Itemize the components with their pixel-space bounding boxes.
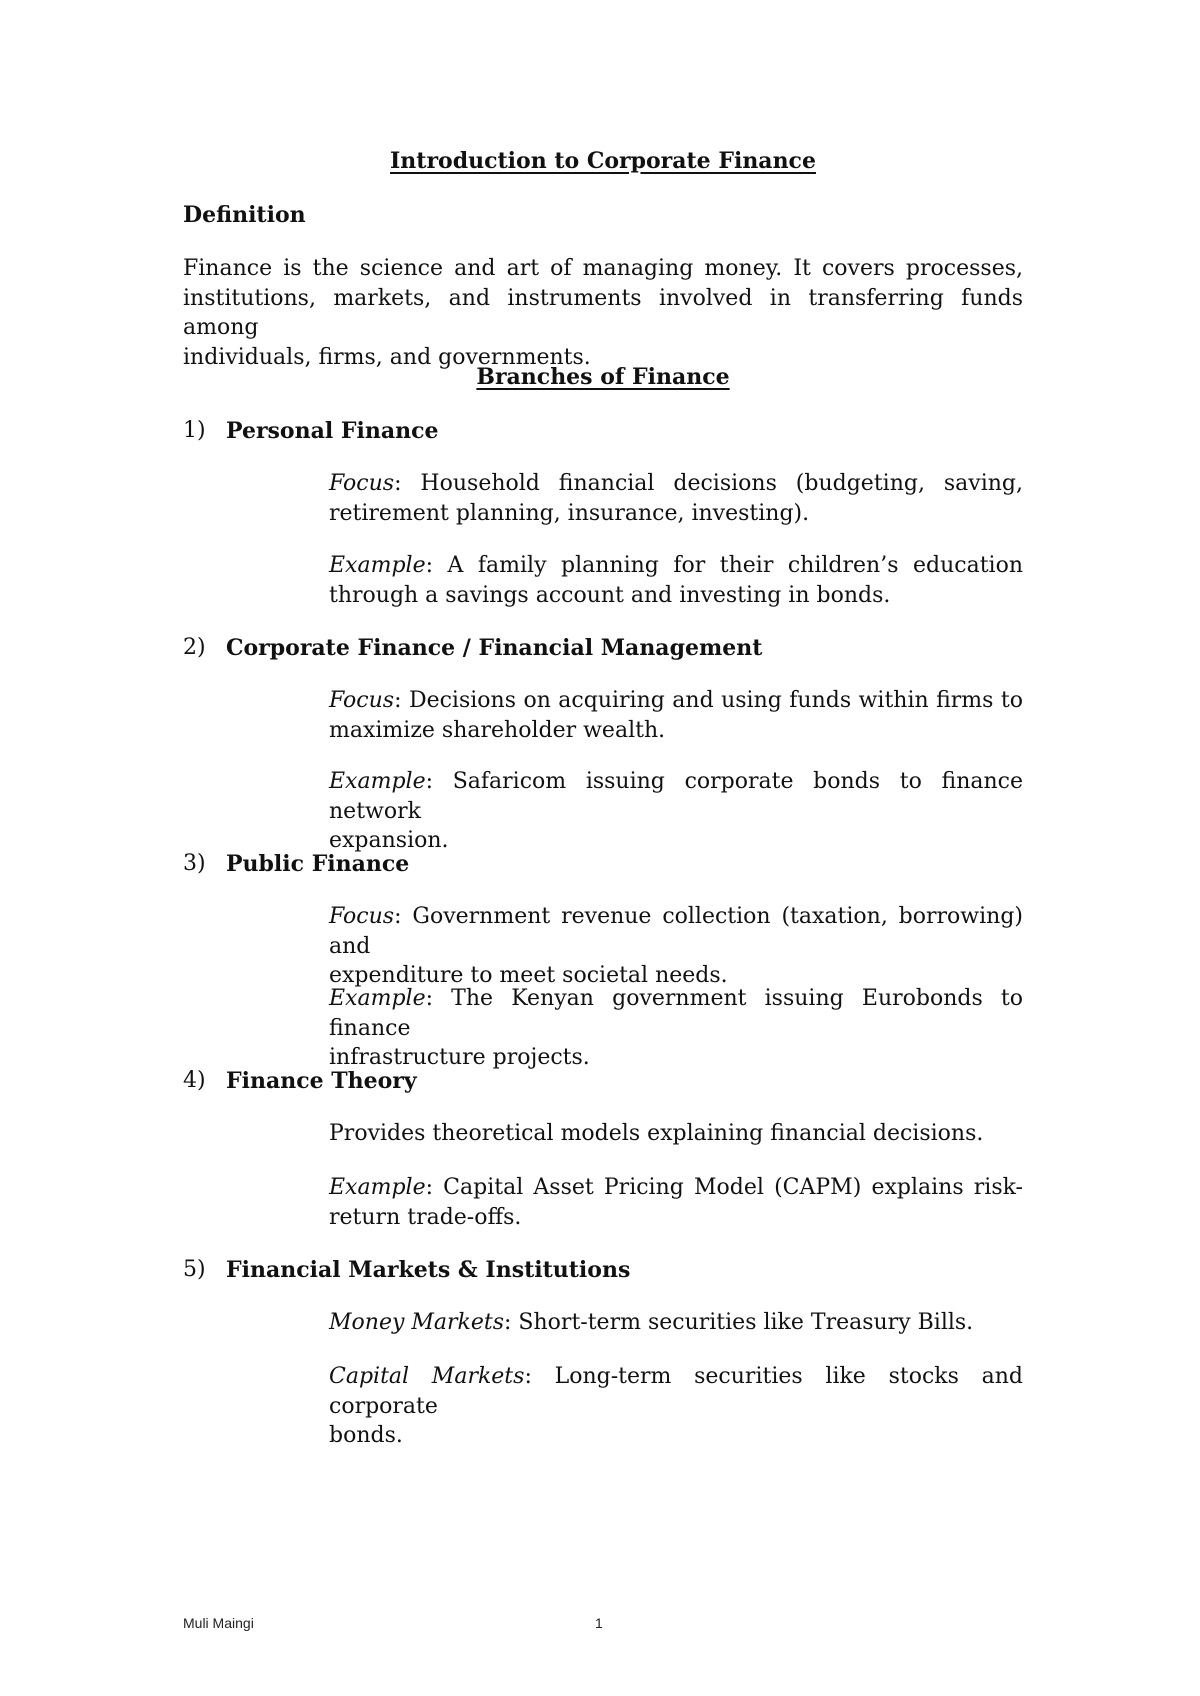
public-finance-focus	[329, 902, 1023, 991]
finance-theory-description	[329, 1119, 1023, 1149]
money-markets-paragraph	[329, 1308, 1023, 1338]
example-text: infrastructure projects.	[329, 1045, 590, 1070]
example-text: return trade-offs.	[329, 1204, 522, 1230]
focus-text: expenditure to meet societal needs.	[329, 963, 728, 988]
focus-text: : Government revenue collection (taxation, borrowing) and	[329, 904, 1023, 959]
example-label: Example	[329, 769, 426, 794]
definition-line: Finance is the science and art of managing money. It covers processes,	[183, 256, 1023, 281]
definition-line: individuals, firms, and governments.	[183, 344, 591, 370]
branch-title-public-finance: Public Finance	[226, 851, 410, 877]
branch-title-financial-markets: Financial Markets & Institutions	[226, 1257, 631, 1283]
branch-number: 1)	[183, 418, 206, 443]
footer-author: Muli Maingi	[183, 1615, 254, 1631]
capital-markets-text: bonds.	[329, 1423, 403, 1448]
money-markets-text: : Short-term securities like Treasury Bills.	[504, 1310, 974, 1335]
capital-markets-text: : Long-term securities like stocks and corporate	[329, 1364, 1023, 1419]
personal-finance-example	[329, 551, 1023, 610]
branches-heading: Branches of Finance	[476, 364, 730, 390]
branch-number: 3)	[183, 851, 206, 876]
example-text: through a savings account and investing in bonds.	[329, 582, 891, 608]
definition-paragraph	[183, 254, 1023, 372]
focus-label: Focus	[329, 471, 395, 496]
finance-theory-example	[329, 1173, 1023, 1232]
focus-text: : Household financial decisions (budgeting, saving,	[394, 471, 1023, 496]
focus-label: Focus	[329, 904, 395, 929]
definition-line: institutions, markets, and instruments involved in transferring funds among	[183, 285, 1023, 340]
money-markets-label: Money Markets	[329, 1310, 505, 1335]
focus-text: : Decisions on acquiring and using funds within firms to	[394, 688, 1023, 713]
corporate-finance-focus	[329, 686, 1023, 745]
branch-number: 4)	[183, 1068, 206, 1093]
branch-number: 2)	[183, 635, 206, 660]
document-title: Introduction to Corporate Finance	[390, 148, 816, 174]
capital-markets-label: Capital Markets	[329, 1364, 525, 1389]
example-label: Example	[329, 553, 426, 578]
footer-page-number: 1	[595, 1615, 603, 1631]
branch-title-finance-theory: Finance Theory	[226, 1068, 417, 1094]
corporate-finance-example	[329, 767, 1023, 856]
focus-text: maximize shareholder wealth.	[329, 717, 666, 743]
public-finance-example	[329, 984, 1023, 1073]
description-text: Provides theoretical models explaining financial decisions.	[329, 1121, 984, 1146]
branch-number: 5)	[183, 1257, 206, 1282]
definition-heading: Definition	[183, 202, 306, 228]
focus-text: retirement planning, insurance, investing).	[329, 500, 810, 526]
example-label: Example	[329, 1175, 426, 1200]
capital-markets-paragraph	[329, 1362, 1023, 1451]
example-text: : Capital Asset Pricing Model (CAPM) explains risk-	[425, 1175, 1023, 1200]
branch-title-personal-finance: Personal Finance	[226, 418, 439, 444]
example-text: : The Kenyan government issuing Eurobonds to finance	[329, 986, 1023, 1041]
branch-title-corporate-finance: Corporate Finance / Financial Management	[226, 635, 763, 661]
example-label: Example	[329, 986, 426, 1011]
example-text: : Safaricom issuing corporate bonds to finance network	[329, 769, 1023, 824]
example-text: expansion.	[329, 828, 449, 853]
example-text: : A family planning for their children’s education	[425, 553, 1023, 578]
personal-finance-focus	[329, 469, 1023, 528]
focus-label: Focus	[329, 688, 395, 713]
